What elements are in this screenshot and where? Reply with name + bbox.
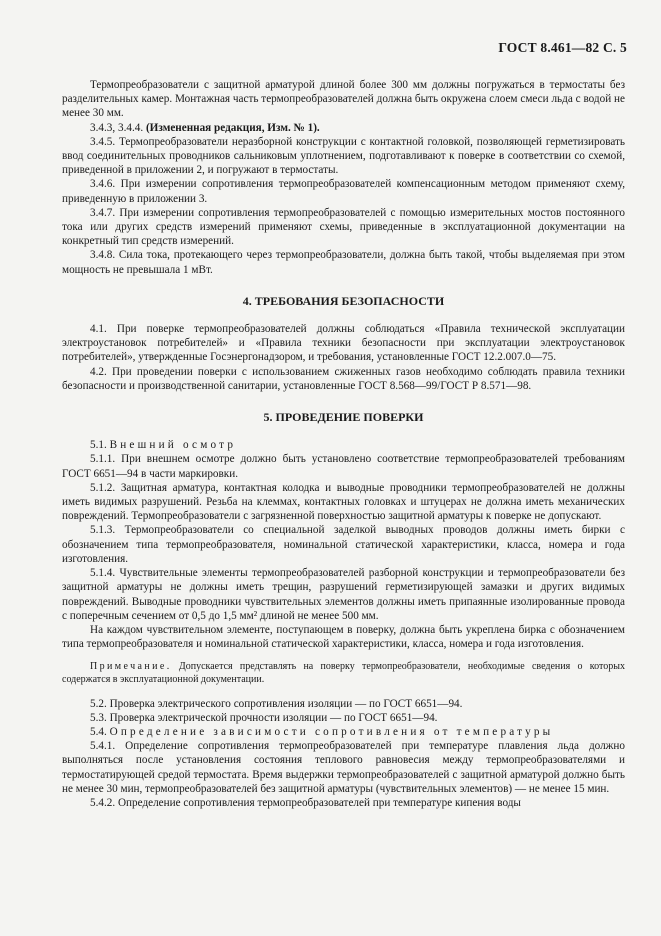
paragraph-4-1: 4.1. При поверке термопреобразователей должны соблюдаться «Правила технической эксплуатации электроустановок потребителей» и «Правила техники безопасности при эксплуатации электроустановок потребителей», утвержденные Госэнергонадзором, и требования, установленные ГОСТ 12.2.007.0—75. [62,323,625,364]
clause-numbers: 3.4.3, 3.4.4. [90,121,146,134]
paragraph-5-2: 5.2. Проверка электрического сопротивления изоляции — по ГОСТ 6651—94. [90,697,463,710]
amendment-note: (Измененная редакция, Изм. № 1). [145,121,320,134]
subsection-title: Внешний осмотр [109,439,237,452]
paragraph-5-1-2: 5.1.2. Защитная арматура, контактная колодка и выводные проводники термопреобразователей не должны иметь видимых разрушений. Резьба на клеммах, контактных головках и штуцерах не должна иметь механических повреждений. Термопреобразователи с загрязненной поверхностью защитной арматуры к поверке не допускают. [62,481,625,523]
section-4-heading: 4. ТРЕБОВАНИЯ БЕЗОПАСНОСТИ [242,293,445,308]
page-header: ГОСТ 8.461—82 С. 5 [498,40,627,55]
paragraph-5-1-3: 5.1.3. Термопреобразователи со специальной заделкой выводных проводов должны иметь бирки с обозначением типа термопреобразователя, номинальной статической характеристики, класса, номера и года изготовления. [62,524,625,565]
paragraph-tag-requirement: На каждом чувствительном элементе, поступающем в поверку, должна быть укреплена бирка с обозначением типа термопреобразователя и номинальной статической характеристики, класса, номера и года изготовления. [62,623,625,651]
section-5-heading: 5. ПРОВЕДЕНИЕ ПОВЕРКИ [263,410,424,425]
paragraph-3-4-6: 3.4.6. При измерении сопротивления термопреобразователей компенсационным методом применяют схему, приведенную в приложении 3. [62,178,625,205]
paragraph-5-4-2: 5.4.2. Определение сопротивления термопреобразователей при температуре кипения воды [90,796,521,809]
note-text: Допускается представлять на поверку термопреобразователи, необходимые сведения о которых содержатся в эксплуатационной документации. [62,661,625,685]
paragraph-4-2: 4.2. При проведении поверки с использованием сжиженных газов необходимо соблюдать правила техники безопасности и производственной санитарии, установленные ГОСТ 8.568—99/ГОСТ Р 8.571—98. [62,365,625,392]
note-label: Примечание. [90,661,172,673]
paragraph-5-4 [62,725,625,739]
note [62,661,625,686]
paragraph-3-4-7: 3.4.7. При измерении сопротивления термопреобразователей с помощью измерительных мостов постоянного тока или других средств измерений применяют схемы, приведенные в эксплуатационной документации на конкретный тип средств измерений. [62,206,625,248]
paragraph-5-1 [62,438,625,452]
clause-number: 5.4. [90,725,110,738]
subsection-title: Определение зависимости сопротивления от температуры [109,725,554,738]
paragraph-5-4-1: 5.4.1. Определение сопротивления термопреобразователей при температуре плавления льда должно выполняться после установления состояния теплового равновесия между термопреобразователями и термостатирующей средой термостата. Время выдержки термопреобразователей с защитной арматурой должно быть не менее 30 мин, термопреобразователей без защитной арматуры (чувствительных элементов) — не менее 15 мин. [62,740,625,795]
clause-number: 5.1. [90,439,110,452]
paragraph-3-4-8: 3.4.8. Сила тока, протекающего через термопреобразователи, должна быть такой, чтобы выделяемая при этом мощность не превышала 1 мВт. [62,249,625,276]
paragraph-3-4-5: 3.4.5. Термопреобразователи неразборной конструкции с контактной головкой, позволяющей герметизировать ввод соединительных проводников сальниковым уплотнением, подготавливают к поверке в соответствии со схемой, приведенной в приложении 2, и погружают в термостаты. [62,135,625,177]
paragraph-5-1-1: 5.1.1. При внешнем осмотре должно быть установлено соответствие термопреобразователей требованиям ГОСТ 6651—94 в части маркировки. [62,453,625,480]
paragraph-3-4-3-4 [62,121,625,135]
paragraph-5-3: 5.3. Проверка электрической прочности изоляции — по ГОСТ 6651—94. [90,711,438,724]
document-body [62,78,625,810]
paragraph-5-1-4: 5.1.4. Чувствительные элементы термопреобразователей разборной конструкции и термопреобразователи без защитной арматуры не должны иметь трещин, разрушений герметизирующей замазки и других видимых повреждений. Выводные проводники чувствительных элементов должны иметь припаянные изолированные провода с поперечным сечением от 0,5 до 1,5 мм² длиной не менее 500 мм. [62,567,625,622]
paragraph-3-4-2-cont: Термопреобразователи с защитной арматурой длиной более 300 мм должны погружаться в термостаты без разделительных камер. Монтажная часть термопреобразователей должна быть окружена слоем смеси льда с водой не менее 30 мм. [62,79,625,120]
